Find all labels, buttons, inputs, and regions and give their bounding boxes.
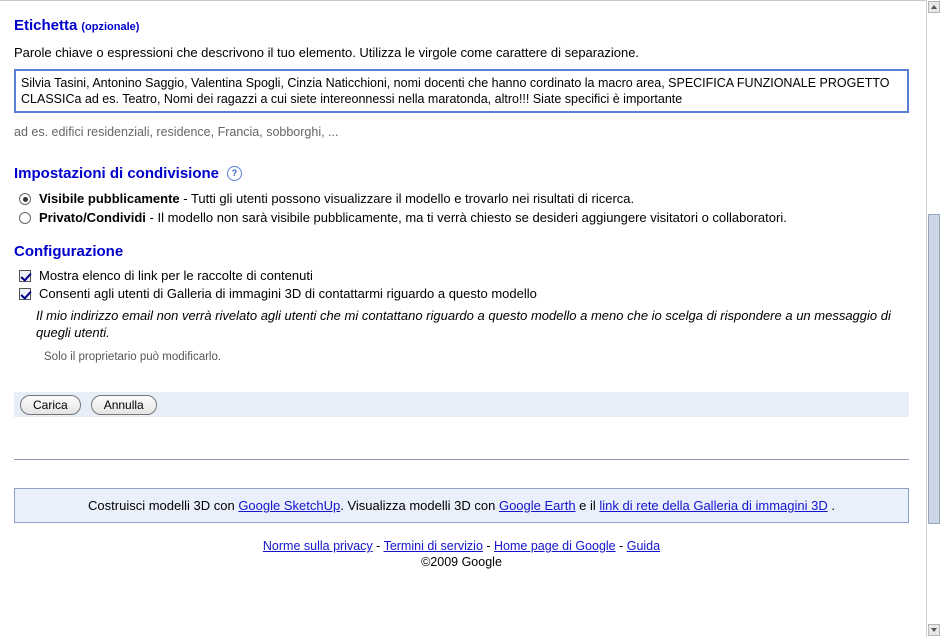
upload-button[interactable]: Carica <box>20 395 81 415</box>
sharing-option-public-label <box>39 191 634 206</box>
question-mark-icon[interactable]: ? <box>227 166 242 181</box>
cancel-button[interactable]: Annulla <box>91 395 157 415</box>
vertical-scrollbar[interactable] <box>926 0 941 637</box>
sharing-option-private-desc: - Il modello non sarà visibile pubblicamente, ma ti verrà chiesto se desideri aggiungere visitatori o collaboratori. <box>145 210 787 225</box>
sharing-section-title: Impostazioni di condivisione <box>14 165 220 182</box>
promo-text-2: . Visualizza modelli 3D con <box>340 498 499 513</box>
link-network-gallery[interactable]: link di rete della Galleria di immagini 3D <box>599 498 828 513</box>
tags-section-header <box>14 17 913 34</box>
radio-public[interactable] <box>19 193 31 205</box>
config-checkbox-row-links[interactable] <box>14 268 913 283</box>
sharing-option-private-label <box>39 210 787 225</box>
config-email-note: Il mio indirizzo email non verrà rivelato agli utenti che mi contattano riguardo a questo modello a meno che io scelga di rispondere a un messaggio di quegli utenti. <box>36 308 891 340</box>
link-google-home[interactable]: Home page di Google <box>494 539 616 553</box>
tags-optional-note: (opzionale) <box>81 21 140 33</box>
promo-text-3: e il <box>575 498 600 513</box>
form-content <box>0 5 927 637</box>
sharing-option-private-title: Privato/Condividi <box>39 210 146 225</box>
checkbox-show-link-list[interactable] <box>19 270 31 282</box>
sharing-section-header <box>14 165 913 182</box>
config-owner-note: Solo il proprietario può modificarlo. <box>44 351 222 363</box>
arrow-down-icon[interactable] <box>928 624 940 636</box>
footer-sep-2: - <box>482 539 495 553</box>
footer-sep-1: - <box>372 539 384 553</box>
sharing-option-private[interactable] <box>14 210 913 225</box>
tags-section-title: Etichetta <box>14 17 78 34</box>
sharing-section <box>14 165 913 225</box>
form-button-bar <box>14 391 909 417</box>
footer-sep-3: - <box>615 539 627 553</box>
checkbox-allow-contact-label: Consenti agli utenti di Galleria di immagini 3D di contattarmi riguardo a questo modello <box>39 286 537 301</box>
footer-copyright: ©2009 Google <box>421 555 502 569</box>
promo-text-1: Costruisci modelli 3D con <box>88 498 239 513</box>
config-checkbox-row-contact[interactable] <box>14 286 913 301</box>
arrow-up-icon[interactable] <box>928 1 940 13</box>
link-google-sketchup[interactable]: Google SketchUp <box>238 498 341 513</box>
link-privacy[interactable]: Norme sulla privacy <box>262 539 373 553</box>
checkbox-allow-contact[interactable] <box>19 288 31 300</box>
config-section <box>14 243 913 363</box>
link-google-earth[interactable]: Google Earth <box>498 498 576 513</box>
footer-divider <box>14 459 909 460</box>
sharing-option-public[interactable] <box>14 191 913 206</box>
sharing-option-public-desc: - Tutti gli utenti possono visualizzare il modello e trovarlo nei risultati di ricerca. <box>179 191 635 206</box>
link-help[interactable]: Guida <box>626 539 661 553</box>
checkbox-show-link-list-label: Mostra elenco di link per le raccolte di contenuti <box>39 268 313 283</box>
scrollbar-thumb[interactable] <box>928 214 940 524</box>
footer-links <box>14 539 909 553</box>
tags-input-wrapper <box>14 69 913 116</box>
link-terms[interactable]: Termini di servizio <box>383 539 483 553</box>
tags-hint: ad es. edifici residenziali, residence, Francia, sobborghi, ... <box>14 125 339 139</box>
promo-box <box>14 488 909 523</box>
sharing-option-public-title: Visibile pubblicamente <box>39 191 180 206</box>
tags-textarea[interactable] <box>14 69 909 113</box>
tags-description: Parole chiave o espressioni che descrivono il tuo elemento. Utilizza le virgole come carattere di separazione. <box>14 45 640 60</box>
radio-private[interactable] <box>19 212 31 224</box>
promo-text-4: . <box>827 498 835 513</box>
config-section-title: Configurazione <box>14 243 124 260</box>
